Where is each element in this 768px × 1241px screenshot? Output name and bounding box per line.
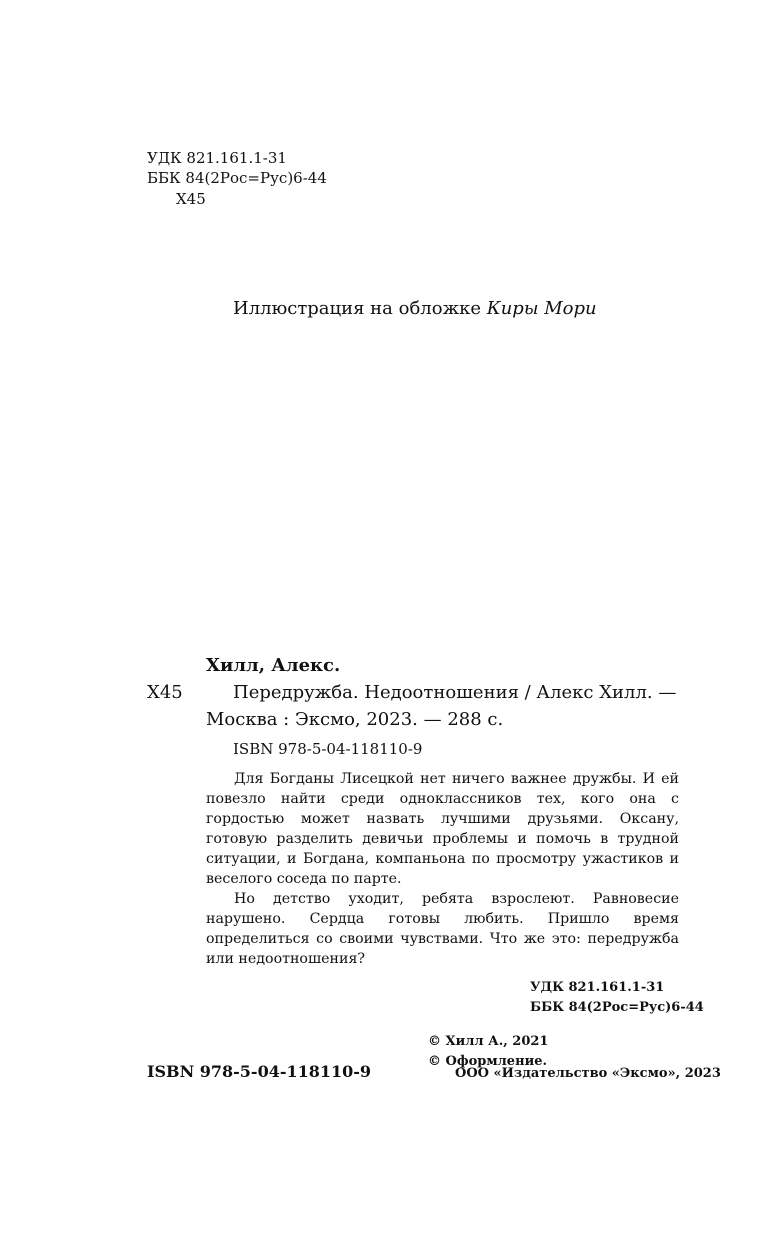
copyright-publisher: ООО «Издательство «Эксмо», 2023 [455,1066,721,1081]
copyright-design: © Оформление. [428,1054,548,1069]
bbk-code-bottom: ББК 84(2Рос=Рус)6-44 [530,1000,704,1015]
catalog-author-sign: Х45 [147,682,183,703]
catalog-title-line-1: Передружба. Недоотношения / Алекс Хилл. — [233,682,677,703]
isbn-bottom: ISBN 978-5-04-118110-9 [147,1062,372,1081]
illustration-artist: Киры Мори [486,298,597,319]
annotation-paragraph-1: Для Богданы Лисецкой нет ничего важнее дружбы. И ей повезло найти среди одноклассников тех, кого она с гордостью может назвать лучшими друзьями. Оксану, готовую разделить девичьи проблемы и помочь в трудной ситуации, и Богдана, компаньона по просмотру ужастиков и веселого соседа по парте. [206,771,679,887]
catalog-author: Хилл, Алекс. [206,655,341,676]
udk-code-top: УДК 821.161.1-31 [147,149,287,167]
annotation [206,769,679,969]
cover-illustration-credit [233,298,597,319]
catalog-isbn: ISBN 978-5-04-118110-9 [233,740,423,758]
illustration-prefix: Иллюстрация на обложке [233,298,482,319]
bbk-code-top: ББК 84(2Рос=Рус)6-44 [147,169,327,187]
author-sign-top: Х45 [176,190,206,208]
catalog-title-line-2: Москва : Эксмо, 2023. — 288 с. [206,709,504,730]
annotation-paragraph-2: Но детство уходит, ребята взрослеют. Равновесие нарушено. Сердца готовы любить. Пришло время определиться со своими чувствами. Что же это: передружба или недоотношения? [206,891,679,967]
udk-code-bottom: УДК 821.161.1-31 [530,980,665,995]
copyright-author: © Хилл А., 2021 [428,1034,549,1049]
